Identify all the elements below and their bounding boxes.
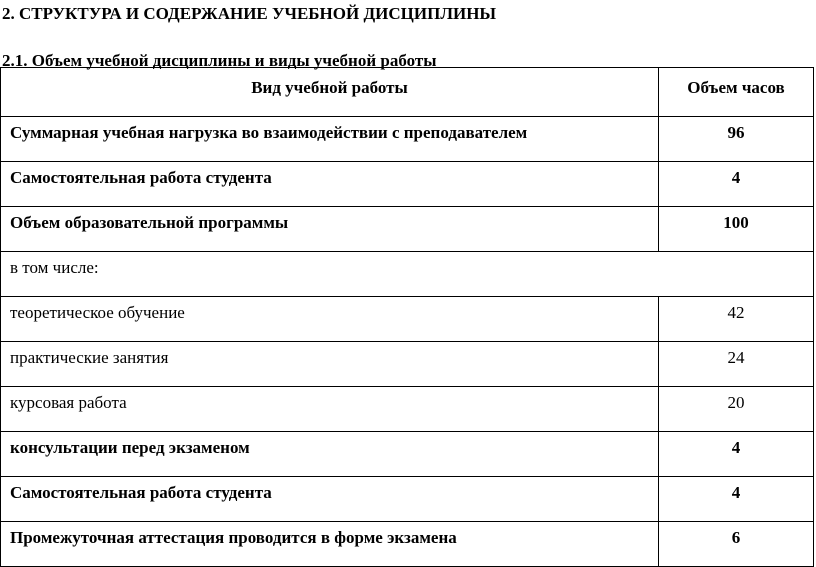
subsection-title: 2.1. Объем учебной дисциплины и виды учебной работы: [2, 51, 437, 70]
row-value: 6: [659, 522, 814, 567]
row-value: 24: [659, 342, 814, 387]
study-workload-table: [0, 67, 814, 567]
row-name: Самостоятельная работа студента: [1, 162, 659, 207]
table-row: [1, 252, 814, 297]
row-value: 4: [659, 477, 814, 522]
row-value: 4: [659, 432, 814, 477]
row-value: 20: [659, 387, 814, 432]
table-row: [1, 342, 814, 387]
row-value: 100: [659, 207, 814, 252]
table-row: [1, 522, 814, 567]
row-name: Объем образовательной программы: [1, 207, 659, 252]
row-name: Самостоятельная работа студента: [1, 477, 659, 522]
row-name: Промежуточная аттестация проводится в форме экзамена: [1, 522, 659, 567]
table-row: [1, 432, 814, 477]
row-name: практические занятия: [1, 342, 659, 387]
table-row: [1, 297, 814, 342]
table-row: [1, 477, 814, 522]
row-name: курсовая работа: [1, 387, 659, 432]
row-value: 4: [659, 162, 814, 207]
table-row: [1, 162, 814, 207]
table-row: [1, 207, 814, 252]
header-hours: Объем часов: [659, 68, 814, 117]
row-name: консультации перед экзаменом: [1, 432, 659, 477]
row-name: Суммарная учебная нагрузка во взаимодействии с преподавателем: [1, 117, 659, 162]
row-name: в том числе:: [1, 252, 814, 297]
table-row: [1, 387, 814, 432]
row-value: 42: [659, 297, 814, 342]
section-title: 2. СТРУКТУРА И СОДЕРЖАНИЕ УЧЕБНОЙ ДИСЦИПЛИНЫ: [2, 4, 497, 23]
row-value: 96: [659, 117, 814, 162]
table-row: [1, 117, 814, 162]
table-header-row: [1, 68, 814, 117]
header-work-type: Вид учебной работы: [1, 68, 659, 117]
row-name: теоретическое обучение: [1, 297, 659, 342]
